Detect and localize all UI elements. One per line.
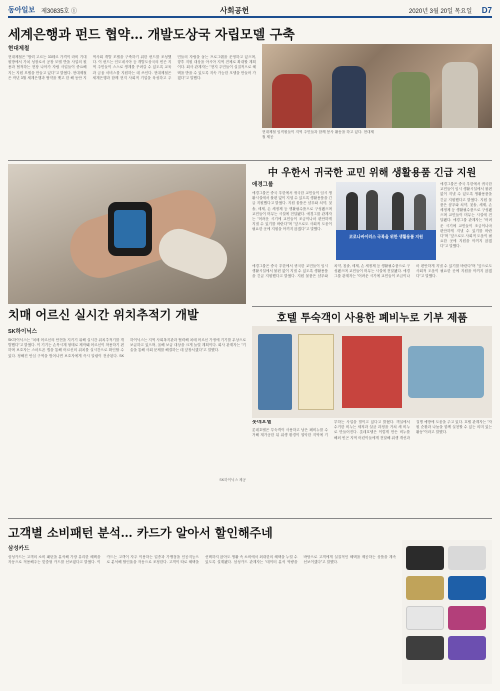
divider (8, 518, 492, 519)
hyundai-caption: 현대제철 임직원들이 지역 주민들과 함께 봉사 활동을 하고 있다. 현대제철 제공 (262, 130, 374, 140)
article-headline: 호텔 투숙객이 사용한 폐비누로 기부 제품 (276, 312, 468, 324)
card-image (406, 546, 444, 570)
article-skhynix (8, 306, 246, 483)
paper-logo: 동아일보 (8, 7, 36, 14)
aekyung-donation-photo (336, 182, 436, 260)
article-byline: SK하이닉스 (8, 329, 37, 335)
banner-text: 코로나바이러스 극복을 위한 생활용품 지원 (349, 234, 423, 239)
card-image (448, 636, 486, 660)
section-title: 사회공헌 (220, 5, 249, 15)
divider (252, 306, 492, 307)
card-image (448, 576, 486, 600)
card-image (448, 606, 486, 630)
divider (8, 160, 492, 161)
aekyung-text-bottom: 애경그룹은 중국 우한에서 귀국한 교민들이 임시 생활시설에서 불편 없이 지낼 수 있도록 생활용품을 긴급 지원했다고 밝혔다. 지원 물품은 샴푸와 치약, 칫솔, 세제, 손 세정제 등 생활필수품으로 구성됐으며 교민들이 머무는 시설에 전달됐다. 애경그룹 관계자는 "어려운 시기에 교민들이 조금이나마 편안하게 지낼 수 있기를 바란다"며 "앞으로도 사회적 도움이 필요한 곳에 지원을 아끼지 않겠다"고 말했다. (252, 264, 492, 279)
article-headline: 치매 어르신 실시간 위치추적기 개발 (8, 308, 199, 322)
lotte-text (252, 420, 492, 512)
soap-products-photo (252, 326, 492, 418)
issue-number: 제30835호 ① (41, 8, 78, 15)
smartwatch-photo (8, 164, 246, 304)
article-hyundai-body (8, 44, 256, 154)
card-lineup-photo (402, 540, 492, 684)
aekyung-text-col (252, 180, 332, 261)
article-headline: 고객별 소비패턴 분석… 카드가 알아서 할인해주네 (8, 526, 273, 540)
article-text: 현대제철은 "합력 고르는 33테르 가격이 라비 기대 원방에서 가치 성장로서 공장 모델 반을 사업의 원용과 협적하는 현장 나아가 자립 사업들이 중요해지는 지원 모델을 만들고 있다"고 밝혔다. 현대제철은 작년 3월 세계은행과 협약을 맺고 한 해 동안 지역사회 개발 모델을 구축하기 위한 펀드를 조성했다. 이 펀드는 인도네시아 등 개발도상국의 빈곤 지역 주민들이 스스로 생계를 꾸려갈 수 있도록 교육과 금융 서비스를 지원하는 데 쓰인다. 현대제철은 세계은행과 함께 현지 사회적 기업을 육성하고 주민들의 자립을 돕는 프로그램을 운영하고 있으며, 향후 지원 대상을 아시아 지역 전체로 확대할 계획이다. 회사 관계자는 "현지 주민들이 실질적으로 혜택을 받을 수 있도록 지속 가능한 모델을 만들어 가겠다"고 말했다. (8, 55, 256, 80)
article-headline: 세계은행과 펀드 협약… 개발도상국 자립모델 구축 (8, 28, 295, 43)
article-text: 애경그룹은 중국 우한에서 귀국한 교민들이 임시 생활시설에서 불편 없이 지낼 수 있도록 생활용품을 긴급 지원했다고 밝혔다. 지원 물품은 샴푸와 치약, 칫솔, 세제, 손 세정제 등 생활필수품으로 구성됐으며 교민들이 머무는 시설에 전달됐다. 애경그룹 관계자는 "어려운 시기에 교민들이 조금이나마 편안하게 지낼 수 있기를 바란다"며 "앞으로도 사회적 도움이 필요한 곳에 지원을 아끼지 않겠다"고 말했다. (252, 191, 332, 232)
card-image (406, 606, 444, 630)
page-header (8, 4, 492, 18)
page-number: D7 (481, 5, 492, 15)
article-byline: 애경그룹 (252, 182, 274, 188)
photo-credit: SK하이닉스 제공 (219, 478, 246, 482)
article-byline: 롯데호텔 (252, 420, 272, 425)
article-byline: 삼성카드 (8, 546, 30, 552)
article-byline: 현대제철 (8, 46, 30, 52)
aekyung-text-right: 애경그룹은 중국 우한에서 귀국한 교민들이 임시 생활시설에서 불편 없이 지낼 수 있도록 생활용품을 긴급 지원했다고 밝혔다. 지원 물품은 샴푸와 치약, 칫솔, 세제, 손 세정제 등 생활필수품으로 구성됐으며 교민들이 머무는 시설에 전달됐다. 애경그룹 관계자는 "어려운 시기에 교민들이 조금이나마 편안하게 지낼 수 있기를 바란다"며 "앞으로도 사회적 도움이 필요한 곳에 지원을 아끼지 않겠다"고 말했다. (440, 182, 492, 249)
card-image (448, 546, 486, 570)
samsung-card-body (8, 544, 396, 691)
issue-date: 2020년 3월 20일 목요일 (408, 8, 472, 15)
article-text: 롯데호텔은 투숙객이 사용하고 남은 폐비누를 수거해 재가공한 뒤 위생 환경이 열악한 지역에 기부하는 사업을 벌이고 있다고 밝혔다. 객실에서 수거한 비누는 세척과 살균 과정을 거쳐 새 비누로 만들어진다. 롯데호텔은 이렇게 만든 비누를 해외 빈곤 지역 어린이들에게 전달해 위생 개선과 질병 예방에 도움을 주고 있다. 호텔 관계자는 "자원 순환과 나눔을 함께 실천할 수 있는 의미 있는 활동"이라고 말했다. (252, 420, 492, 440)
hyundai-volunteer-photo (262, 44, 492, 128)
article-headline: 中 우한서 귀국한 교민 위해 생활용품 긴급 지원 (267, 168, 477, 179)
article-text: 삼성카드는 고객의 소비 패턴을 분석해 가장 유리한 혜택을 자동으로 적용해주는 맞춤형 카드를 선보였다고 밝혔다. 이 카드는 고객이 자주 이용하는 업종과 가맹점을 인공지능으로 분석해 할인율을 자동으로 조정한다. 고객이 따로 혜택을 선택하지 않아도 생활 속 소비에서 최대한의 혜택을 누릴 수 있도록 설계됐다. 삼성카드 관계자는 "데이터 분석 역량을 바탕으로 고객에게 실질적인 혜택을 제공하는 상품을 계속 선보이겠다"고 말했다. (8, 555, 396, 565)
card-image (406, 576, 444, 600)
card-image (406, 636, 444, 660)
article-text: SK하이닉스는 "치매 어르신의 안전을 지키기 위해 실시간 위치추적기를 개발했다"고 밝혔다. 이 기기는 손목시계 형태로 제작돼 어르신이 착용하기 편하며 보호자는 스마트폰 앱을 통해 어르신의 위치를 실시간으로 확인할 수 있다. 정해진 안심 구역을 벗어나면 보호자에게 즉시 알림이 전송된다. SK하이닉스는 지역 사회복지관과 협력해 치매 어르신 가정에 기기를 무상으로 보급하고 있으며, 올해 보급 대상을 크게 늘릴 계획이다. 회사 관계자는 "기술을 통해 사회 문제를 해결하는 데 앞장서겠다"고 말했다. (8, 338, 246, 358)
